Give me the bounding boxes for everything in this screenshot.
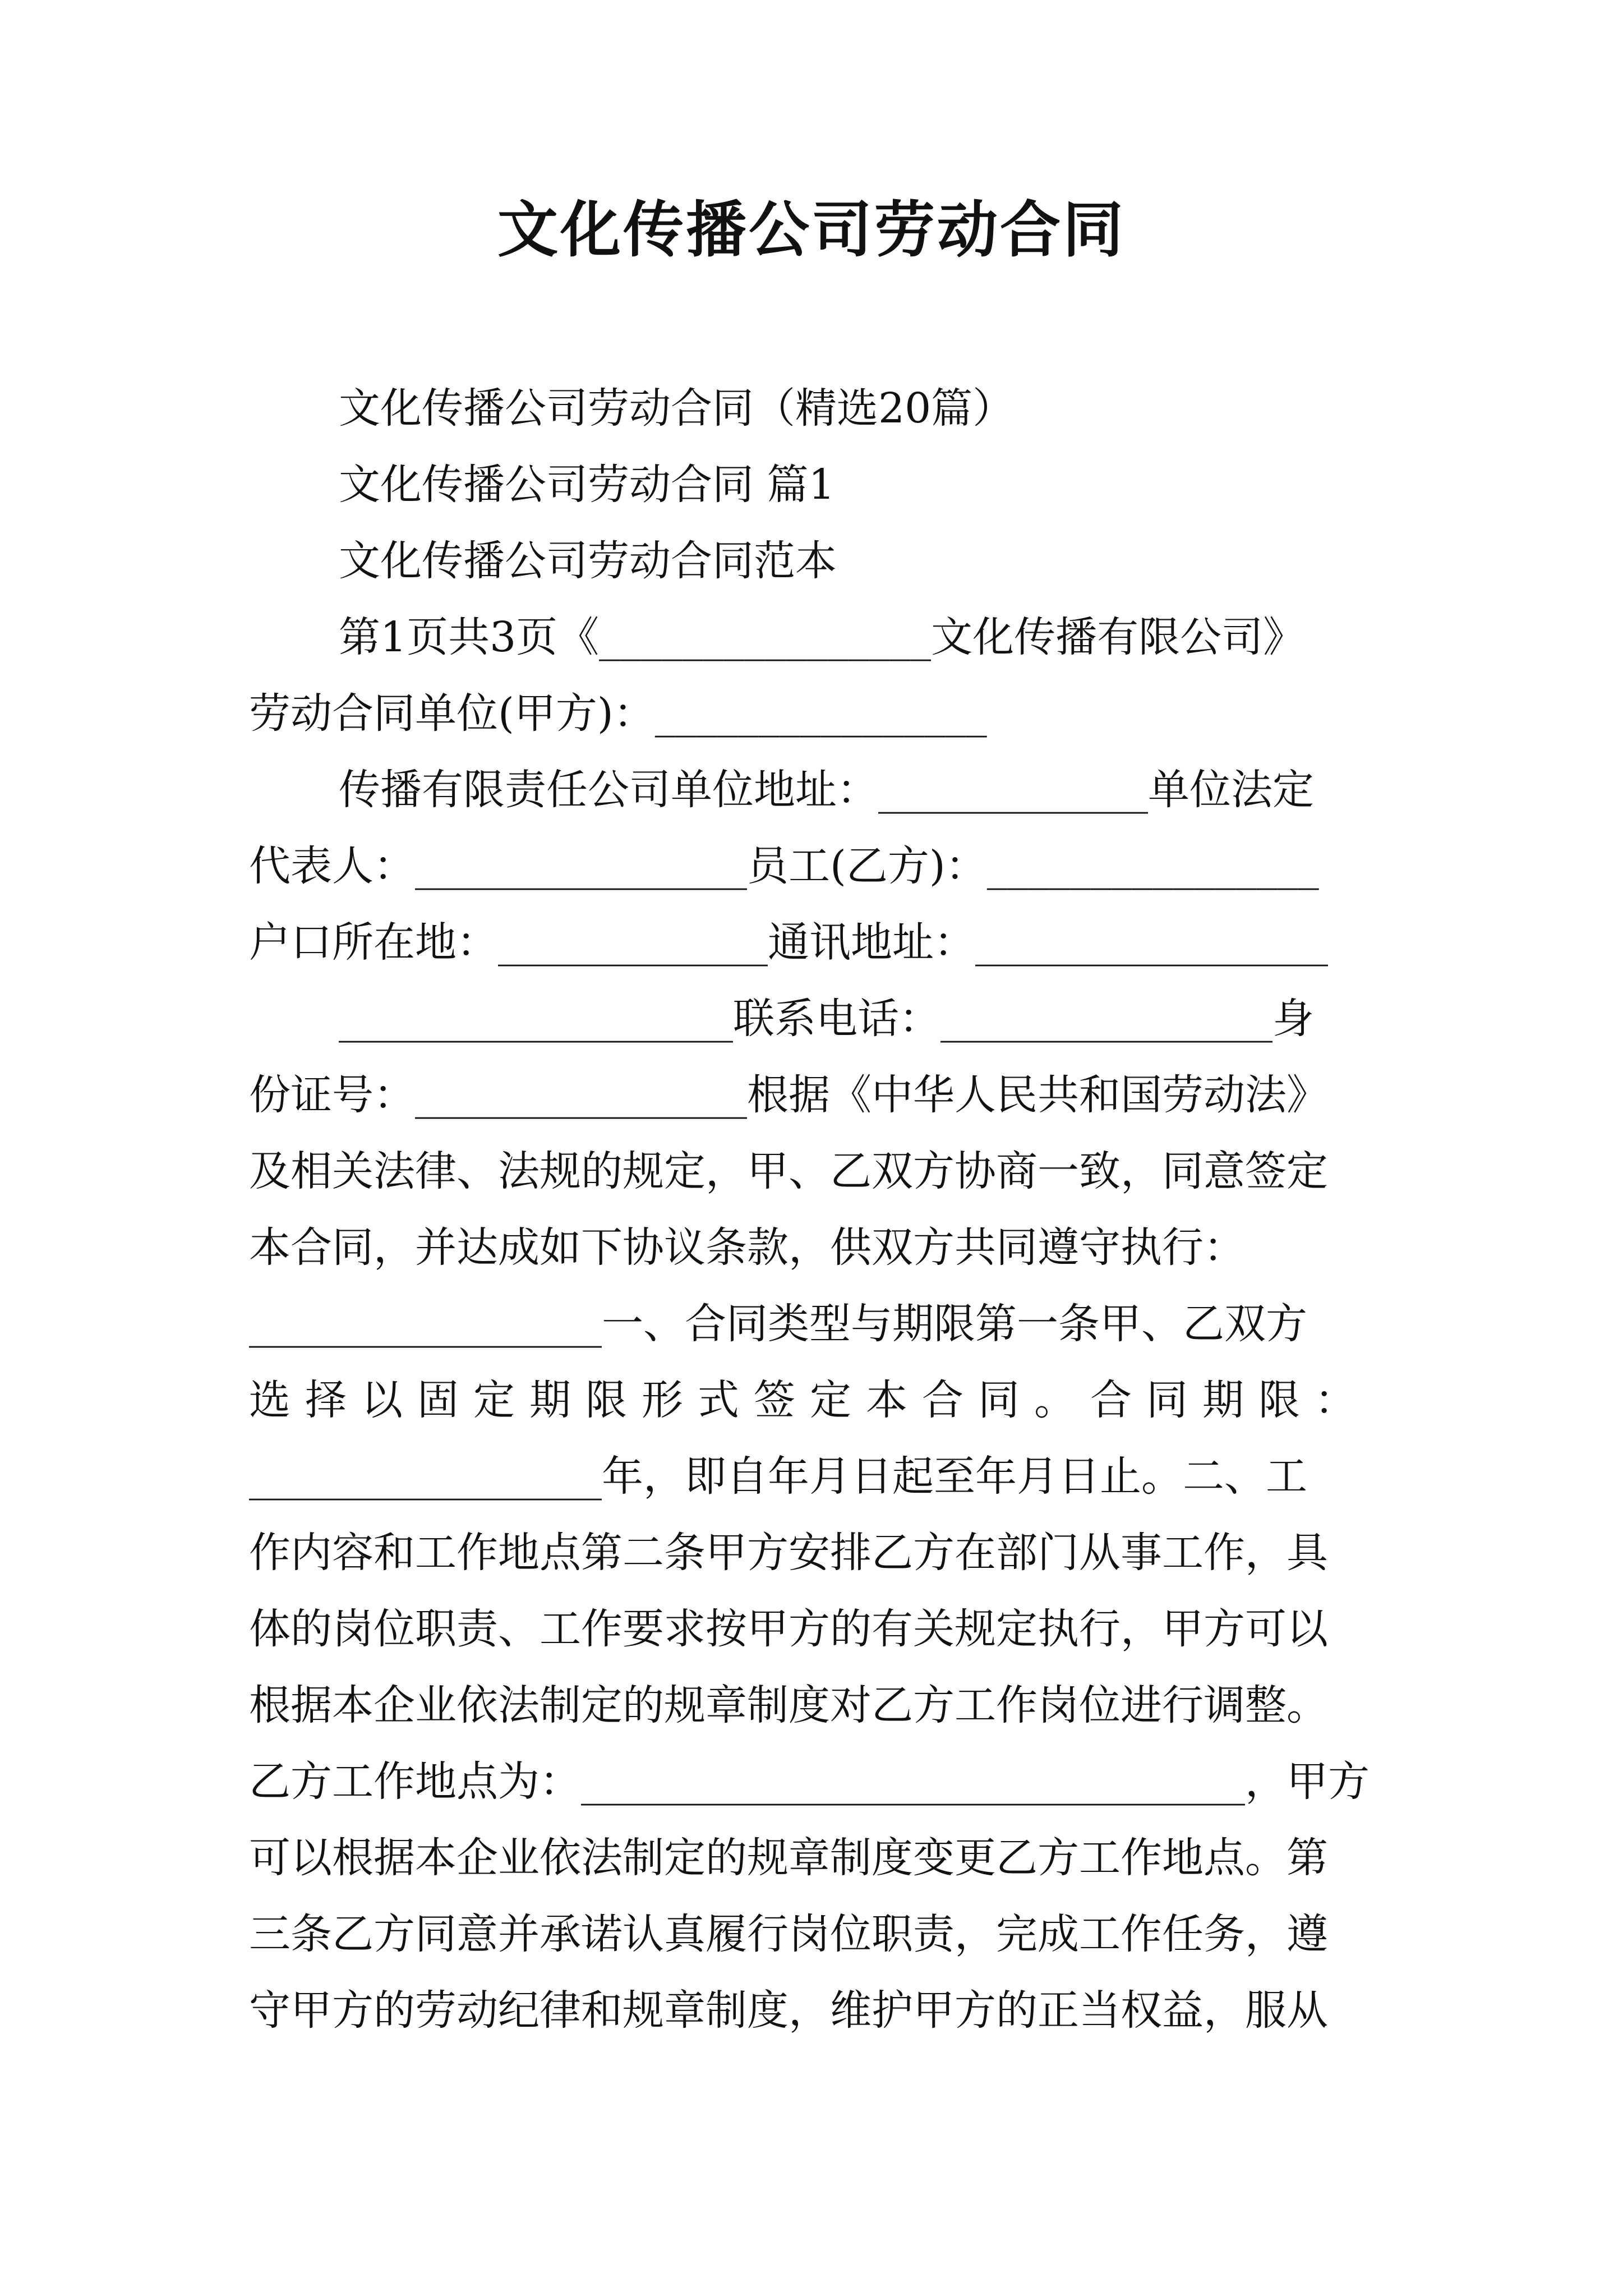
paragraph-line: 户口所在地：_____________通讯地址：_________________ [249,918,1328,967]
paragraph-line: 及相关法律、法规的规定，甲、乙双方协商一致，同意签定 [249,1147,1328,1195]
document-body [249,370,1374,2049]
paragraph-line: 文化传播公司劳动合同范本 [339,537,837,585]
paragraph-line: 本合同，并达成如下协议条款，供双方共同遵守执行： [249,1223,1245,1272]
paragraph-line: _________________一、合同类型与期限第一条甲、乙双方 [249,1300,1307,1348]
paragraph-line: 传播有限责任公司单位地址：_____________单位法定 [339,766,1314,814]
paragraph-line: 可以根据本企业依法制定的规章制度变更乙方工作地点。第 [249,1834,1328,1882]
paragraph-line: 份证号：________________根据《中华人民共和国劳动法》 [249,1071,1328,1119]
document-title: 文化传播公司劳动合同 [497,195,1126,265]
paragraph-line: ___________________联系电话：________________身 [339,995,1314,1043]
paragraph-line: 体的岗位职责、工作要求按甲方的有关规定执行，甲方可以 [249,1605,1328,1653]
paragraph-line: 文化传播公司劳动合同（精选20篇） [339,384,1015,432]
paragraph-line: 劳动合同单位(甲方)：________________ [249,689,987,738]
paragraph-line: 作内容和工作地点第二条甲方安排乙方在部门从事工作，具 [249,1529,1328,1577]
paragraph-line: 第1页共3页《________________文化传播有限公司》 [339,613,1305,661]
paragraph-line: 代表人：________________员工(乙方)：________________ [249,842,1319,890]
paragraph-line: 三条乙方同意并承诺认真履行岗位职责，完成工作任务，遵 [249,1910,1328,1958]
paragraph-line: 根据本企业依法制定的规章制度对乙方工作岗位进行调整。 [249,1681,1328,1729]
paragraph-line: 选择以固定期限形式签定本合同。合同期限： [249,1376,1371,1424]
paragraph-line: 文化传播公司劳动合同 篇1 [339,461,835,509]
paragraph-line: 乙方工作地点为：________________________________，甲方 [249,1757,1370,1806]
paragraph-line: _________________年，即自年月日起至年月日止。二、工 [249,1452,1307,1501]
paragraph-line: 守甲方的劳动纪律和规章制度，维护甲方的正当权益，服从 [249,1986,1328,2035]
